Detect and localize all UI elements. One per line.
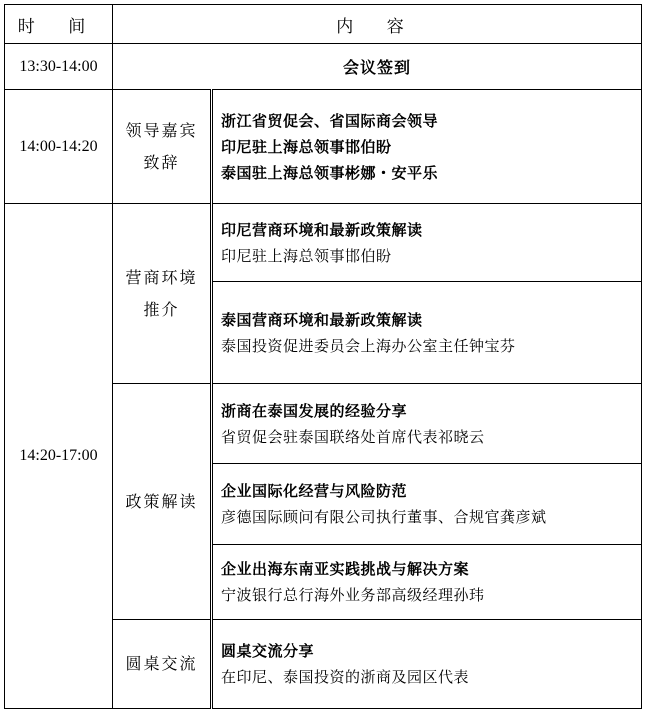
group-category-roundtable [113, 620, 212, 709]
item-speaker: 泰国投资促进委员会上海办公室主任钟宝芬 [221, 336, 516, 355]
session1-time: 14:00-14:20 [5, 90, 113, 204]
category-line: 领导嘉宾 [125, 120, 198, 140]
category-line: 致辞 [143, 152, 180, 172]
speaker-line: 浙江省贸促会、省国际商会领导 [221, 111, 439, 130]
session1-row [5, 90, 642, 204]
agenda-item [212, 545, 642, 620]
item-speaker: 省贸促会驻泰国联络处首席代表祁晓云 [221, 427, 485, 446]
session1-content [212, 90, 642, 204]
item-title: 企业出海东南亚实践挑战与解决方案 [221, 560, 470, 578]
session1-category [113, 90, 212, 204]
category-line: 营商环境 [125, 267, 198, 287]
agenda-item [212, 384, 642, 464]
category-line: 推介 [143, 299, 180, 319]
item-speaker: 彦德国际顾问有限公司执行董事、合规官龚彦斌 [221, 508, 547, 526]
category-line: 圆桌交流 [125, 654, 198, 673]
signin-row [5, 44, 642, 90]
header-row [5, 5, 642, 44]
speaker-line: 印尼驻上海总领事邯伯盼 [221, 137, 392, 156]
agenda-item [212, 620, 642, 709]
group-category-policy [113, 384, 212, 620]
signin-time: 13:30-14:00 [5, 44, 113, 90]
session2-time: 14:20-17:00 [5, 204, 113, 709]
item-title: 浙商在泰国发展的经验分享 [221, 401, 408, 420]
header-content: 内 容 [113, 5, 642, 44]
item-speaker: 在印尼、泰国投资的浙商及园区代表 [221, 668, 470, 686]
agenda-row [5, 204, 642, 282]
agenda-item [212, 282, 642, 384]
speaker-line: 泰国驻上海总领事彬娜・安平乐 [221, 163, 439, 182]
item-title: 印尼营商环境和最新政策解读 [221, 220, 423, 239]
category-line: 政策解读 [125, 491, 198, 511]
item-speaker: 印尼驻上海总领事邯伯盼 [221, 246, 392, 265]
item-title: 泰国营商环境和最新政策解读 [221, 310, 423, 329]
signin-title: 会议签到 [113, 44, 642, 90]
item-title: 圆桌交流分享 [221, 642, 315, 660]
item-speaker: 宁波银行总行海外业务部高级经理孙玮 [221, 586, 485, 604]
agenda-table [4, 4, 642, 709]
header-time: 时 间 [5, 5, 113, 44]
group-category-business [113, 204, 212, 384]
agenda-item [212, 464, 642, 545]
item-title: 企业国际化经营与风险防范 [221, 482, 408, 500]
agenda-item [212, 204, 642, 282]
